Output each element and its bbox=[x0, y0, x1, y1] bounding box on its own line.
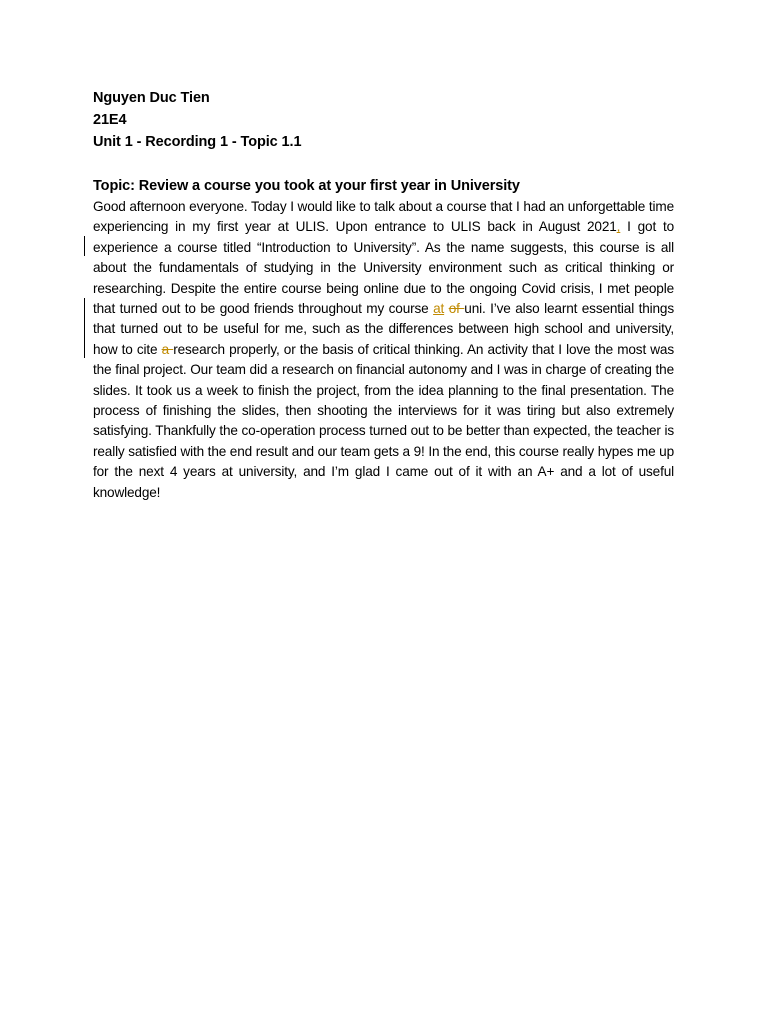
body-text-segment: uni. I’ve also learnt essential things that turned out to be useful for me, such as the differences between high school and university, how to cite bbox=[93, 301, 674, 357]
blank-line bbox=[93, 153, 674, 175]
topic-heading: Topic: Review a course you took at your first year in University bbox=[93, 178, 520, 194]
class-code: 21E4 bbox=[93, 112, 127, 128]
author-name: Nguyen Duc Tien bbox=[93, 90, 210, 106]
body-paragraph bbox=[93, 197, 674, 503]
tracked-insertion[interactable]: at bbox=[433, 301, 445, 317]
revision-change-bar bbox=[84, 298, 85, 358]
tracked-deletion[interactable]: of bbox=[448, 301, 465, 317]
tracked-deletion[interactable]: a bbox=[161, 341, 174, 357]
tracked-insertion[interactable]: , bbox=[616, 219, 621, 235]
body-text-segment: Good afternoon everyone. Today I would like to talk about a course that I had an unforgettable time experiencing in my first year at ULIS. Upon entrance to ULIS back in August 2021 bbox=[93, 199, 674, 235]
unit-title: Unit 1 - Recording 1 - Topic 1.1 bbox=[93, 134, 302, 150]
body-text-segment: I got to experience a course titled “Introduction to University”. As the name suggests, this course is all about the fundamentals of studying in the University environment such as critical thinking or researching. Despite the entire course being online due to the ongoing Covid crisis, I met people that turned out to be good friends throughout my course bbox=[93, 219, 674, 317]
body-text-segment: research properly, or the basis of critical thinking. An activity that I love the most was the final project. Our team did a research on financial autonomy and I was in charge of creating the slides. It took us a week to finish the project, from the idea planning to the final presentation. The process of finishing the slides, then shooting the interviews for it was tiring but also extremely satisfying. Thankfully the co-operation process turned out to be better than expected, the teacher is really satisfied with the end result and our team gets a 9! In the end, this course really hypes me up for the next 4 years at university, and I’m glad I came out of it with an A+ and a lot of useful knowledge! bbox=[93, 341, 674, 500]
document-content[interactable] bbox=[93, 87, 674, 503]
revision-change-bar bbox=[84, 236, 85, 256]
